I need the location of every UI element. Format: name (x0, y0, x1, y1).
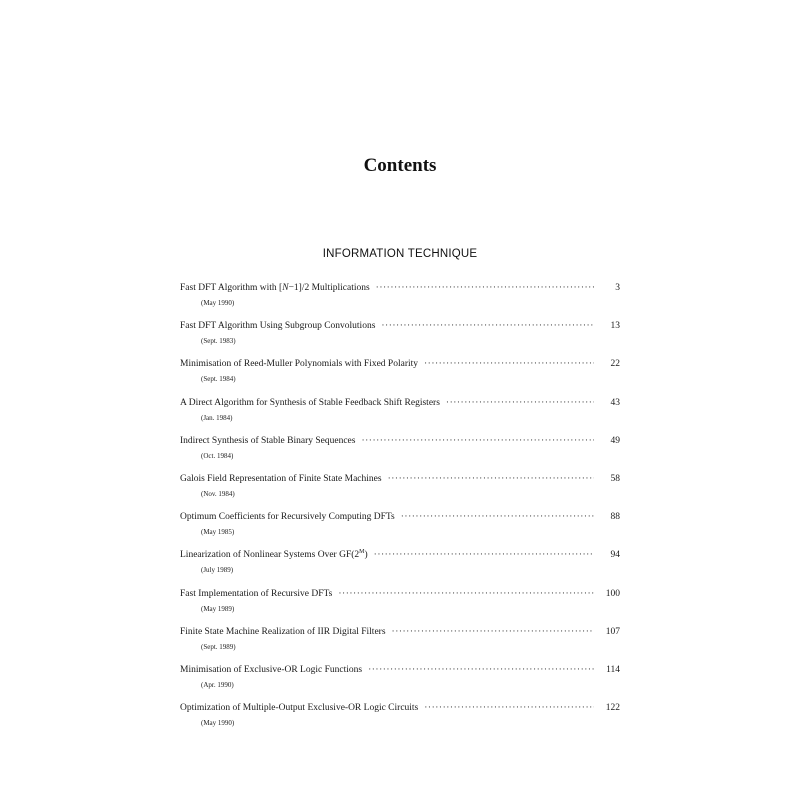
entry-date: (July 1989) (201, 566, 234, 575)
entry-title: Fast Implementation of Recursive DFTs (180, 588, 333, 599)
page-number: 43 (610, 397, 620, 408)
dot-leader (388, 471, 594, 487)
toc-entry (180, 395, 620, 433)
toc-entry (180, 433, 620, 471)
entry-date: (Sept. 1984) (201, 375, 236, 384)
toc-entry (180, 700, 620, 738)
dot-leader (392, 624, 594, 640)
toc-entry (180, 280, 620, 318)
entry-date: (May 1985) (201, 528, 235, 537)
entry-date: (May 1990) (201, 299, 235, 307)
entry-title: Linearization of Nonlinear Systems Over $GF(2^M)$ (180, 549, 368, 561)
entry-title: A Direct Algorithm for Synthesis of Stable Feedback Shift Registers (180, 397, 440, 408)
entry-date: (Apr. 1990) (201, 680, 234, 689)
dot-leader (424, 700, 594, 716)
dot-leader (446, 395, 594, 411)
table-of-contents (180, 280, 620, 738)
entry-title: Finite State Machine Realization of IIR Digital Filters (180, 626, 386, 637)
entry-title: Minimisation of Exclusive-OR Logic Functions (180, 664, 363, 675)
entry-title: Fast DFT Algorithm Using Subgroup Convolutions (180, 321, 376, 332)
entry-date: (May 1989) (201, 604, 235, 613)
toc-entry (180, 586, 620, 624)
toc-entry (180, 318, 620, 356)
entry-date: (May 1990) (201, 719, 235, 728)
entry-title: Fast DFT Algorithm with [N−1]/2 Multiplications (180, 283, 370, 293)
entry-date: (Oct. 1984) (201, 451, 234, 460)
entry-date: (Sept. 1983) (201, 337, 236, 346)
entry-title: Indirect Synthesis of Stable Binary Sequences (180, 435, 356, 446)
toc-entry (180, 471, 620, 509)
toc-entry (180, 547, 620, 585)
page-number: 58 (610, 473, 620, 484)
toc-entry (180, 356, 620, 394)
section-heading: INFORMATION TECHNIQUE (322, 248, 478, 260)
entry-title: Optimization of Multiple-Output Exclusive-OR Logic Circuits (180, 703, 419, 714)
dot-leader (401, 509, 594, 525)
dot-leader (374, 547, 594, 563)
entry-title: Galois Field Representation of Finite State Machines (180, 473, 382, 484)
entry-date: (Nov. 1984) (201, 489, 235, 498)
page-number: 114 (606, 664, 620, 675)
toc-entry (180, 509, 620, 547)
entry-date: (Sept. 1989) (201, 642, 236, 651)
page-number: 100 (605, 588, 620, 599)
toc-entry (180, 624, 620, 662)
page-number: 122 (605, 703, 620, 714)
page-title: Contents (363, 155, 437, 176)
page-number: 13 (610, 321, 620, 332)
dot-leader (376, 280, 594, 296)
page-number: 22 (610, 359, 620, 370)
page-number: 49 (610, 435, 620, 446)
toc-entry (180, 662, 620, 700)
entry-date: (Jan. 1984) (201, 413, 233, 422)
entry-title: Optimum Coefficients for Recursively Computing DFTs (180, 512, 395, 523)
page-number: 88 (610, 512, 620, 523)
dot-leader (424, 356, 594, 372)
dot-leader (368, 662, 594, 678)
dot-leader (338, 586, 594, 602)
dot-leader (361, 433, 594, 449)
dot-leader (381, 318, 594, 334)
page-number: 94 (610, 550, 620, 561)
page-number: 3 (615, 283, 620, 293)
entry-title: Minimisation of Reed-Muller Polynomials with Fixed Polarity (180, 359, 419, 370)
page-number: 107 (605, 626, 620, 637)
